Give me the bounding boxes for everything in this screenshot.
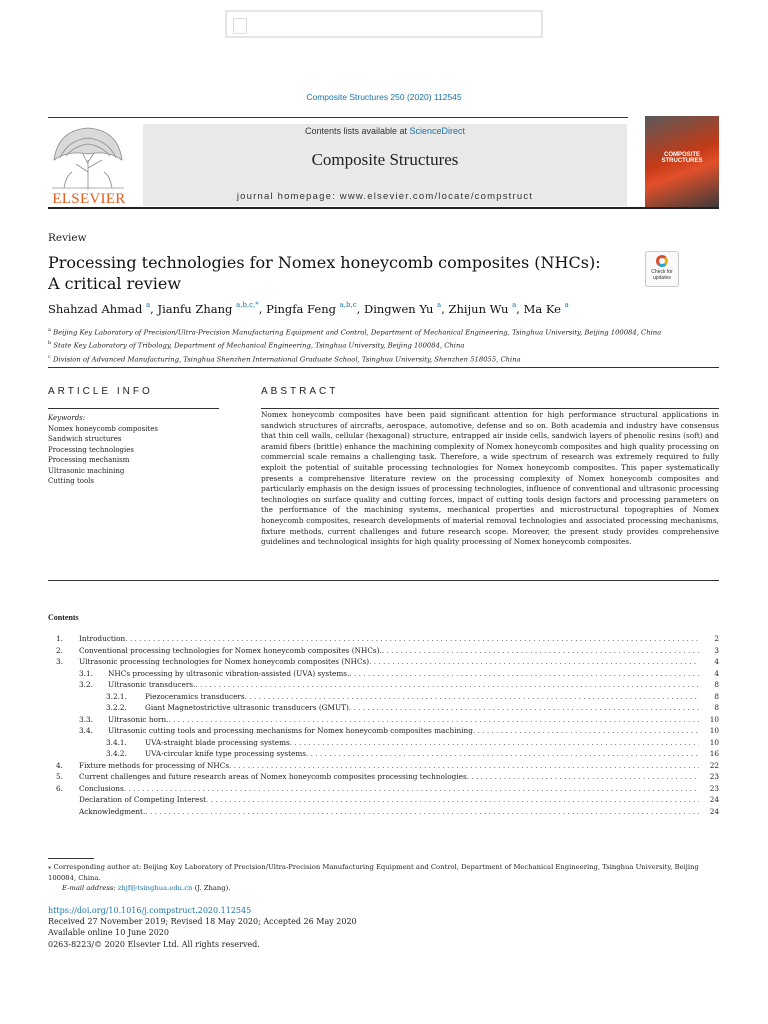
toc-leader-dots xyxy=(473,726,699,735)
toc-title[interactable]: Ultrasonic processing technologies for Nomex honeycomb composites (NHCs) xyxy=(79,657,370,666)
toc-number: 3.2.1. xyxy=(106,691,127,701)
toc-leader-dots xyxy=(245,692,699,701)
toc-title[interactable]: UVA-circular knife type processing systems xyxy=(145,749,306,758)
footnote xyxy=(48,862,719,894)
keyword: Ultrasonic machining xyxy=(48,466,125,475)
toc-page: 8 xyxy=(714,691,719,701)
toc-page: 8 xyxy=(714,680,719,689)
toc-entry[interactable] xyxy=(48,680,719,692)
toc-number: 3.2. xyxy=(79,680,93,689)
toc-page: 4 xyxy=(714,668,719,678)
toc-entry[interactable] xyxy=(48,772,719,784)
article-title: Processing technologies for Nomex honeycomb composites (NHCs): A critical review xyxy=(48,253,601,293)
toc-leader-dots xyxy=(382,646,699,655)
toc-page: 23 xyxy=(709,783,719,793)
affiliation: $^b$ State Key Laboratory of Tribology, Department of Mechanical Engineering, Tsinghua University, Beijing 100084, China xyxy=(48,340,465,350)
author[interactable]: Zhijun Wu $^a$ xyxy=(448,301,517,316)
toc-leader-dots xyxy=(145,807,699,816)
toc-title[interactable]: Piezoceramics transducers xyxy=(145,691,245,701)
toc-entry[interactable] xyxy=(48,669,719,681)
toc-title[interactable]: Current challenges and future research areas of Nomex honeycomb composites processing technologies xyxy=(79,772,467,781)
author[interactable]: Dingwen Yu $^a$ xyxy=(363,301,442,316)
journal-header-band xyxy=(143,124,627,206)
toc-number: 6. xyxy=(56,783,63,793)
author[interactable]: Ma Ke $^a$ xyxy=(523,301,569,316)
toc-leader-dots xyxy=(290,738,699,747)
toc-leader-dots xyxy=(125,634,699,643)
journal-homepage[interactable]: journal homepage: www.elsevier.com/locate/compstruct xyxy=(236,191,534,202)
author-list: Shahzad Ahmad $^a$, Jianfu Zhang $^{a,b,c,*}$, Pingfa Feng $^{a,b,c}$, Dingwen Yu $^a$, Zhijun Wu $^a$, Ma Ke $^a$ xyxy=(48,301,569,316)
toc-leader-dots xyxy=(369,657,699,666)
toc-page: 22 xyxy=(709,760,719,770)
toc-leader-dots xyxy=(306,749,699,758)
footnote-rule xyxy=(48,858,94,859)
keyword: Cutting tools xyxy=(48,477,95,485)
corresponding-author-note: ⁎ Corresponding author at: Beijing Key Laboratory of Precision/Ultra-Precision Manufacturing Equipment and Control, Department of Mechanical Engineering, Tsinghua University, Beijing 100084, China. xyxy=(48,863,699,882)
toc-entry[interactable] xyxy=(48,738,719,750)
toc-entry[interactable] xyxy=(48,726,719,738)
copyright: 0263-8223/© 2020 Elsevier Ltd. All rights reserved. xyxy=(48,939,260,949)
header-top-rule xyxy=(48,117,628,118)
affiliation: $^a$ Beijing Key Laboratory of Precision/Ultra-Precision Manufacturing Equipment and Control, Department of Mechanical Engineering, Tsinghua University, Beijing 100084, China xyxy=(48,327,662,337)
toc-leader-dots xyxy=(124,784,699,793)
table-of-contents xyxy=(48,634,719,818)
article-info-heading: ARTICLE INFO xyxy=(48,386,153,397)
email-link[interactable]: zhjf@tsinghua.edu.cn xyxy=(117,884,193,892)
toc-page: 8 xyxy=(714,703,719,712)
journal-cover-image xyxy=(645,116,719,208)
toc-entry[interactable] xyxy=(48,634,719,646)
toc-number: 3.1. xyxy=(79,668,93,678)
affiliation: $^c$ Division of Advanced Manufacturing, Tsinghua Shenzhen International Graduate School, Tsinghua University, Shenzhen 518055, China xyxy=(48,353,521,363)
toc-title[interactable]: NHCs processing by ultrasonic vibration-assisted (UVA) systems. xyxy=(108,668,350,678)
toc-entry[interactable] xyxy=(48,807,719,819)
toc-entry[interactable] xyxy=(48,703,719,715)
toc-number: 1. xyxy=(56,634,63,643)
toc-title[interactable]: Ultrasonic transducers. xyxy=(108,680,196,689)
elsevier-wordmark: ELSEVIER xyxy=(52,191,126,207)
journal-title: Composite Structures xyxy=(311,150,459,169)
toc-number: 3.3. xyxy=(79,714,93,724)
keyword: Processing technologies xyxy=(48,445,134,454)
toc-title[interactable]: Giant Magnetostrictive ultrasonic transducers (GMUT) xyxy=(145,703,349,712)
toc-page: 24 xyxy=(709,795,719,804)
sciencedirect-link[interactable]: ScienceDirect xyxy=(409,126,466,136)
toc-title[interactable]: Conventional processing technologies for Nomex honeycomb composites (NHCs). xyxy=(79,645,382,655)
toc-number: 3.2.2. xyxy=(106,703,127,712)
journal-reference[interactable]: Composite Structures 250 (2020) 112545 xyxy=(306,92,462,102)
toc-page: 16 xyxy=(709,749,719,758)
toc-leader-dots xyxy=(467,772,699,781)
publication-info xyxy=(48,905,357,950)
toc-page: 2 xyxy=(714,634,719,643)
toc-number: 3. xyxy=(56,657,63,666)
toc-leader-dots xyxy=(229,761,699,770)
toc-page: 3 xyxy=(714,645,719,655)
toc-title[interactable]: Conclusions xyxy=(79,783,124,793)
affiliations xyxy=(48,325,661,365)
abstract-heading: ABSTRACT xyxy=(261,386,339,397)
toc-entry[interactable] xyxy=(48,646,719,658)
abstract-bottom-rule xyxy=(48,580,719,581)
abstract-rule xyxy=(261,408,719,409)
toc-title[interactable]: Fixture methods for processing of NHCs xyxy=(79,760,230,770)
toc-entry[interactable] xyxy=(48,749,719,761)
elsevier-logo xyxy=(48,120,128,206)
author[interactable]: Shahzad Ahmad $^a$ xyxy=(48,301,151,316)
toc-leader-dots xyxy=(349,669,699,678)
keyword: Processing mechanism xyxy=(48,456,130,464)
toc-entry[interactable] xyxy=(48,784,719,796)
toc-number: 3.4.1. xyxy=(106,737,127,747)
page-placeholder-box xyxy=(225,10,543,38)
toc-number: 3.4. xyxy=(79,726,93,735)
toc-number: 3.4.2. xyxy=(106,749,127,758)
keyword: Nomex honeycomb composites xyxy=(48,424,158,433)
keywords-block xyxy=(48,413,158,487)
toc-leader-dots xyxy=(206,795,699,804)
article-info-rule xyxy=(48,408,219,409)
toc-title[interactable]: Declaration of Competing Interest xyxy=(79,795,207,804)
toc-page: 4 xyxy=(714,657,719,666)
header-bottom-rule xyxy=(48,207,719,209)
toc-leader-dots xyxy=(195,680,699,689)
doi-link[interactable]: https://doi.org/10.1016/j.compstruct.2020.112545 xyxy=(48,906,252,915)
toc-title[interactable]: Ultrasonic cutting tools and processing mechanisms for Nomex honeycomb composites machining xyxy=(108,726,473,735)
affiliation-rule xyxy=(48,367,719,368)
toc-page: 24 xyxy=(709,806,719,816)
toc-page: 10 xyxy=(709,726,719,735)
toc-number: 4. xyxy=(56,760,63,770)
placeholder-icon xyxy=(233,18,247,34)
toc-title[interactable]: Introduction xyxy=(79,634,126,643)
toc-title[interactable]: UVA-straight blade processing systems xyxy=(145,737,290,747)
keywords-label: Keywords: xyxy=(48,414,86,422)
toc-entry[interactable] xyxy=(48,715,719,727)
toc-leader-dots xyxy=(168,715,699,724)
toc-entry[interactable] xyxy=(48,761,719,773)
toc-title[interactable]: Acknowledgment. xyxy=(79,806,146,816)
cover-title: COMPOSITE STRUCTURES xyxy=(661,152,703,164)
email-line: E-mail address: zhjf@tsinghua.edu.cn (J. Zhang). xyxy=(62,884,231,892)
toc-page: 23 xyxy=(709,772,719,781)
toc-entry[interactable] xyxy=(48,692,719,704)
abstract-text: Nomex honeycomb composites have been paid significant attention for high performance structural applications in sandwich structures of aircrafts, aerospace, automotive, defense and so on. Both academia and industry have consensus that thin cell walls, cellular (hexagonal) structure, entrapped air inside cells, sandwich layers of phenolic resins (soft) and aramid fibers (brittle) enhance the machining complexity of Nomex honeycomb composites and high quality processing on commercial scale remains a challenging task. Therefore, a wide spectrum of research was extremely required to fully exploit the potential of suitable processing technologies for Nomex honeycomb composites. This paper systematically presents a comprehensive literature review on the processing complexity of Nomex honeycomb composites and particularly emphasis on the design issues of processing technologies, influence of conventional and ultrasonic processing technologies on surface quality and cutting forces, impact of cutting tools design factors and processing parameters on the performance of the machining systems, mechanical properties and microstructural topographies of Nomex honeycomb composites, research developments of material removal technologies and associated processing mechanisms, fixture methods, current challenges and future research scope. Moreover, the present study provides comprehensive guidelines and technological insights for high quality processing of Nomex honeycomb composites. xyxy=(261,410,719,547)
contents-heading: Contents xyxy=(48,613,79,622)
toc-entry[interactable] xyxy=(48,657,719,669)
keyword: Sandwich structures xyxy=(48,435,122,443)
toc-number: 2. xyxy=(56,645,63,655)
contents-availability: Contents lists available at ScienceDirect xyxy=(304,126,466,136)
toc-page: 10 xyxy=(709,714,719,724)
toc-entry[interactable] xyxy=(48,795,719,807)
toc-page: 10 xyxy=(709,737,719,747)
elsevier-tree-icon xyxy=(48,120,128,192)
toc-title[interactable]: Ultrasonic horn. xyxy=(108,714,169,724)
author[interactable]: Pingfa Feng $^{a,b,c}$ xyxy=(266,301,357,316)
author[interactable]: Jianfu Zhang $^{a,b,c,*}$ xyxy=(157,301,259,316)
check-updates-icon xyxy=(656,255,668,267)
received-dates: Received 27 November 2019; Revised 18 May 2020; Accepted 26 May 2020 xyxy=(48,917,357,927)
toc-leader-dots xyxy=(349,703,699,712)
article-type: Review xyxy=(48,232,87,244)
online-date: Available online 10 June 2020 xyxy=(48,928,169,938)
toc-number: 5. xyxy=(56,772,63,781)
check-for-updates-badge[interactable]: Check for updates xyxy=(645,251,679,287)
